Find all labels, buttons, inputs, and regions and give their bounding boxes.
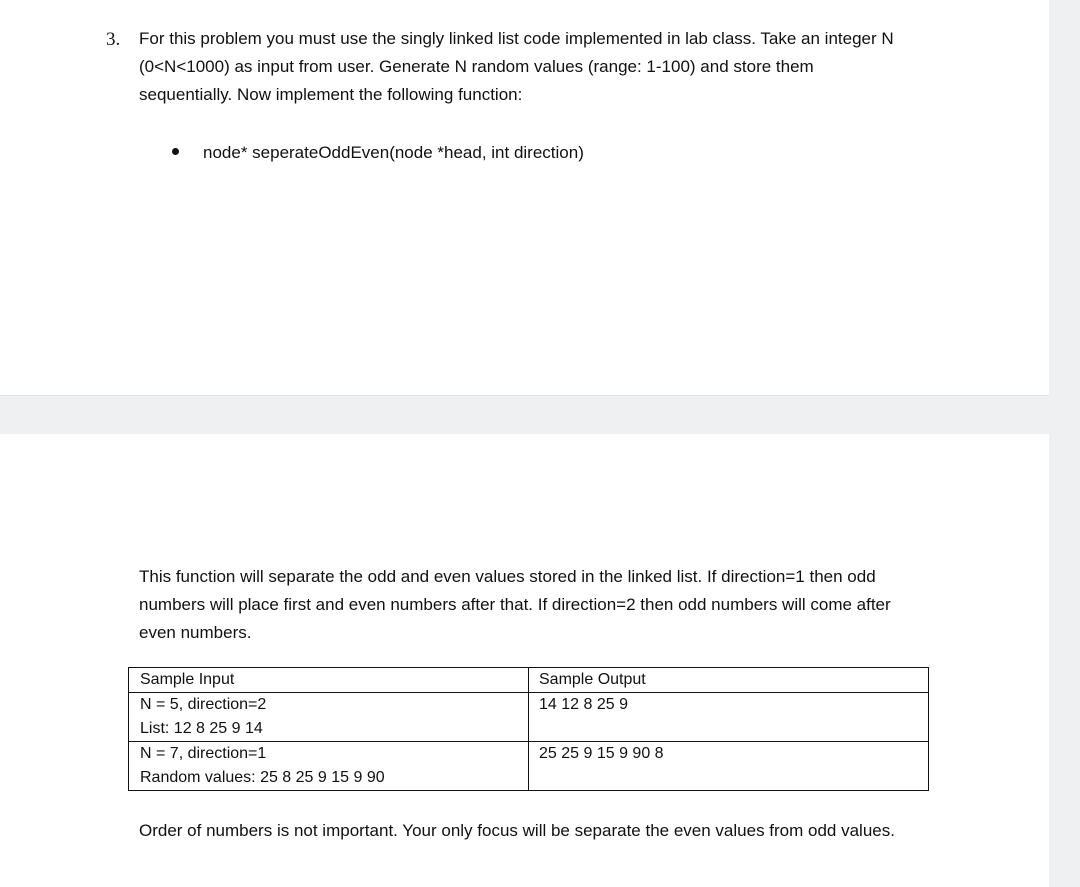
page-separator [0,395,1049,435]
sample-output-cell: 14 12 8 25 9 [529,693,929,742]
sample-input-cell [129,693,529,742]
table-row [129,693,929,742]
table-header-row [129,668,929,693]
question-number: 3. [106,29,121,50]
header-sample-input: Sample Input [129,668,529,693]
right-gutter [1049,0,1080,887]
function-signature: node* seperateOddEven(node *head, int direction) [203,143,584,162]
sample-input-line: N = 5, direction=2 [140,696,267,713]
sample-input-cell [129,742,529,791]
header-sample-output: Sample Output [529,668,929,693]
function-bullet [172,139,584,167]
sample-input-line: Random values: 25 8 25 9 15 9 90 [140,769,385,786]
question-intro: For this problem you must use the singly linked list code implemented in lab class. Take an integer N (0<N<1000) as input from user. Generate N random values (range: 1-100) and store them sequentially. Now implement the following function: [139,29,894,104]
table-row [129,742,929,791]
function-description: This function will separate the odd and even values stored in the linked list. If direction=1 then odd numbers will place first and even numbers after that. If direction=2 then odd numbers will come after even numbers. [139,567,891,642]
sample-input-line: N = 7, direction=1 [140,745,267,762]
sample-output-cell: 25 25 9 15 9 90 8 [529,742,929,791]
bullet-dot-icon [172,148,179,155]
sample-io-table [128,667,929,791]
closing-note: Order of numbers is not important. Your only focus will be separate the even values from odd values. [139,821,895,840]
sample-input-line: List: 12 8 25 9 14 [140,720,263,737]
